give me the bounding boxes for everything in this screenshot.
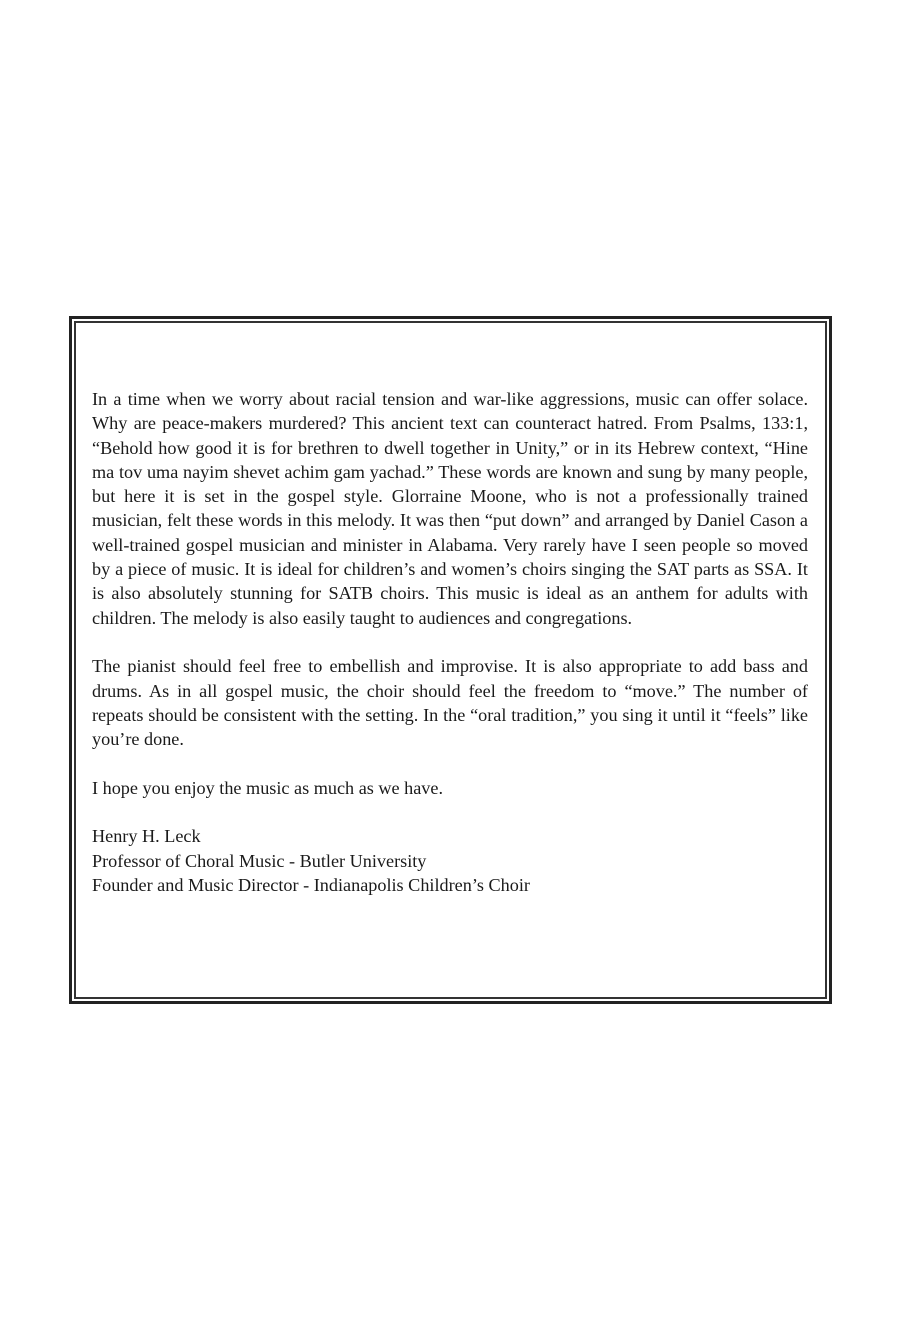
signature-title-2: Founder and Music Director - Indianapolis Children’s Choir	[92, 874, 530, 895]
signature-name: Henry H. Leck	[92, 826, 201, 847]
signature-block	[92, 824, 808, 897]
performance-note	[92, 387, 808, 897]
signature-title-1: Professor of Choral Music - Butler University	[92, 850, 427, 871]
paragraph-intro: In a time when we worry about racial tension and war-like aggressions, music can offer solace. Why are peace-makers murdered? This ancient text can counteract hatred. From Psalms, 133:1, “Behold how good it is for brethren to dwell together in Unity,” or in its Hebrew context, “Hine ma tov uma nayim shevet achim gam yachad.” These words are known and sung by many people, but here it is set in the gospel style. Glorraine Moone, who is not a professionally trained musician, felt these words in this melody. It was then “put down” and arranged by Daniel Cason a well-trained gospel musician and minister in Alabama. Very rarely have I seen people so moved by a piece of music. It is ideal for children’s and women’s choirs singing the SAT parts as SSA. It is also absolutely stunning for SATB choirs. This music is ideal as an anthem for adults with children. The melody is also easily taught to audiences and congregations.	[92, 389, 808, 628]
paragraph-closing: I hope you enjoy the music as much as we have.	[92, 777, 444, 798]
paragraph-performance: The pianist should feel free to embellish and improvise. It is also appropriate to add bass and drums. As in all gospel music, the choir should feel the freedom to “move.” The number of repeats should be consistent with the setting. In the “oral tradition,” you sing it until it “feels” like you’re done.	[92, 656, 808, 750]
